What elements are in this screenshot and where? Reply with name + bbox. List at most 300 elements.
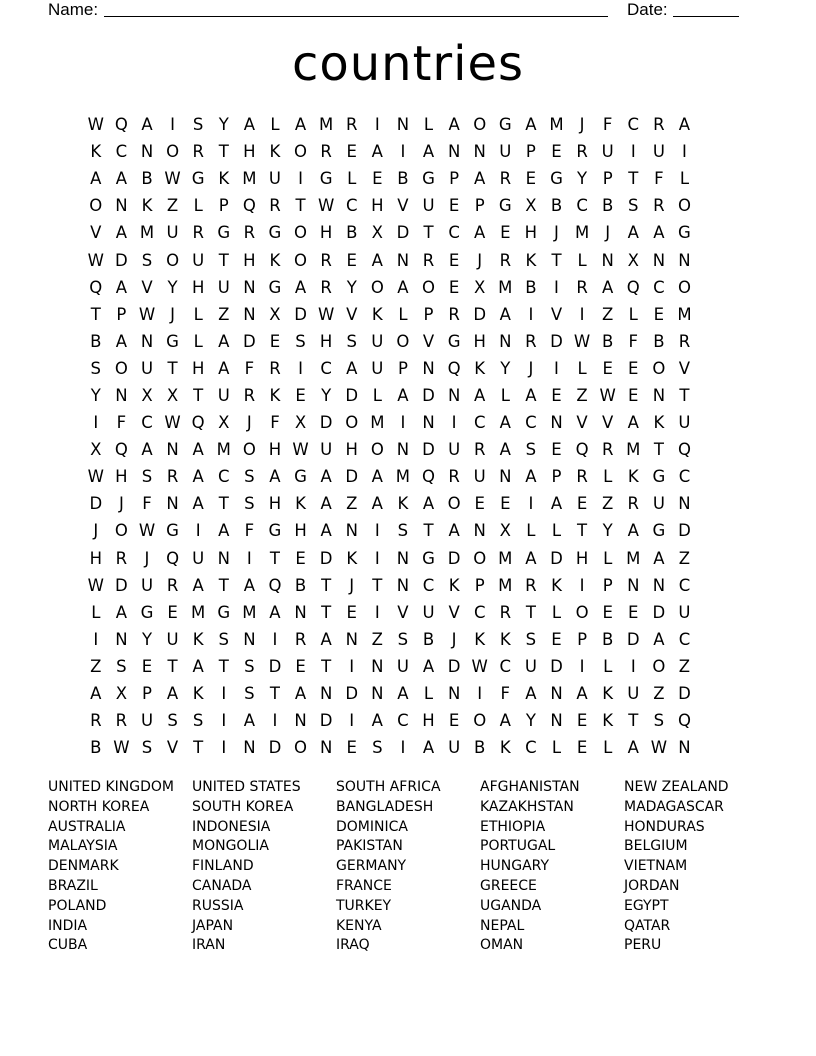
grid-cell: N — [115, 196, 128, 216]
grid-cell: U — [371, 358, 384, 378]
grid-cell: O — [294, 250, 308, 270]
word-item: POLAND — [48, 897, 107, 914]
grid-cell: A — [218, 358, 230, 378]
grid-cell: P — [525, 142, 536, 162]
grid-cell: Q — [422, 467, 436, 487]
grid-cell: S — [397, 629, 409, 649]
grid-cell: L — [577, 358, 587, 378]
grid-cell: N — [473, 142, 486, 162]
grid-cell: V — [141, 277, 153, 297]
grid-cell: K — [269, 142, 281, 162]
grid-cell: A — [320, 629, 332, 649]
grid-cell: F — [628, 331, 639, 351]
grid-cell: A — [192, 494, 204, 514]
grid-cell: O — [422, 277, 436, 297]
word-item: QATAR — [624, 917, 671, 934]
word-item: DOMINICA — [336, 818, 408, 835]
grid-cell: K — [602, 711, 614, 731]
grid-cell: B — [141, 169, 153, 189]
grid-cell: A — [448, 115, 460, 135]
grid-cell: A — [422, 738, 435, 758]
grid-cell: V — [576, 413, 588, 433]
grid-row — [83, 490, 697, 517]
grid-cell: O — [473, 548, 487, 568]
grid-cell: U — [422, 602, 435, 622]
grid-cell: K — [474, 358, 486, 378]
grid-cell: L — [577, 250, 587, 270]
grid-cell: D — [345, 467, 359, 487]
grid-cell: D — [550, 548, 563, 568]
grid-cell: K — [192, 629, 204, 649]
grid-cell: Q — [242, 196, 256, 216]
grid-cell: D — [294, 304, 307, 324]
grid-cell: C — [576, 196, 588, 216]
grid-row — [83, 626, 697, 653]
grid-cell: V — [166, 738, 179, 758]
grid-cell: D — [626, 629, 640, 649]
grid-cell: O — [294, 223, 308, 243]
grid-cell: W — [87, 250, 104, 270]
grid-cell: Z — [346, 494, 358, 514]
grid-cell: C — [525, 413, 537, 433]
grid-cell: Z — [371, 629, 383, 649]
grid-cell: L — [603, 467, 613, 487]
grid-cell: H — [268, 440, 282, 460]
grid-cell: A — [653, 223, 665, 243]
grid-cell: U — [627, 684, 640, 704]
grid-cell: R — [653, 196, 665, 216]
grid-cell: Z — [166, 196, 179, 216]
grid-cell: A — [627, 413, 639, 433]
grid-cell: E — [346, 142, 357, 162]
grid-cell: Y — [500, 358, 511, 378]
grid-cell: E — [628, 358, 639, 378]
grid-cell: P — [218, 196, 229, 216]
grid-cell: V — [550, 304, 563, 324]
grid-cell: E — [448, 250, 460, 270]
grid-cell: F — [654, 169, 664, 189]
grid-cell: N — [550, 413, 563, 433]
grid-cell: J — [246, 413, 252, 433]
grid-cell: R — [90, 711, 102, 731]
grid-cell: C — [678, 629, 691, 649]
grid-row — [83, 517, 697, 544]
grid-cell: T — [321, 656, 332, 676]
grid-cell: A — [218, 521, 230, 541]
grid-cell: S — [525, 629, 537, 649]
grid-cell: U — [448, 440, 461, 460]
page-title: countries — [291, 36, 525, 92]
word-item: PAKISTAN — [336, 838, 403, 855]
grid-cell: Y — [90, 385, 101, 405]
grid-cell: N — [345, 629, 358, 649]
grid-cell: J — [477, 250, 483, 270]
word-column — [48, 778, 192, 956]
grid-cell: B — [525, 277, 537, 297]
grid-cell: N — [422, 358, 435, 378]
grid-cell: E — [141, 656, 153, 676]
word-item: NORTH KOREA — [48, 798, 150, 815]
grid-cell: N — [396, 548, 410, 568]
grid-cell: A — [371, 467, 383, 487]
grid-cell: I — [93, 413, 99, 433]
grid-cell: K — [474, 629, 486, 649]
grid-cell: G — [319, 169, 333, 189]
grid-cell: F — [244, 521, 255, 541]
grid-cell: O — [114, 521, 128, 541]
grid-cell: T — [321, 602, 332, 622]
grid-cell: R — [243, 223, 256, 243]
grid-cell: N — [678, 738, 691, 758]
grid-cell: D — [345, 684, 359, 704]
grid-cell: J — [170, 304, 176, 324]
grid-cell: E — [576, 711, 588, 731]
grid-cell: Y — [525, 711, 536, 731]
word-item: NEW ZEALAND — [624, 779, 729, 795]
grid-cell: N — [652, 385, 666, 405]
grid-cell: G — [550, 169, 563, 189]
grid-cell: H — [243, 142, 256, 162]
grid-cell: C — [141, 413, 153, 433]
grid-cell: E — [474, 494, 485, 514]
grid-cell: G — [166, 331, 179, 351]
word-item: UGANDA — [480, 897, 542, 914]
grid-cell: T — [218, 575, 229, 595]
grid-cell: E — [500, 494, 511, 514]
grid-cell: O — [370, 440, 384, 460]
grid-cell: K — [192, 684, 204, 704]
grid-cell: L — [603, 656, 613, 676]
grid-cell: N — [473, 521, 486, 541]
grid-cell: N — [396, 115, 410, 135]
grid-cell: W — [573, 331, 591, 351]
word-item: MONGOLIA — [192, 838, 269, 855]
grid-cell: W — [164, 169, 181, 189]
grid-cell: A — [525, 467, 537, 487]
grid-cell: L — [500, 385, 510, 405]
grid-cell: U — [652, 494, 665, 514]
grid-cell: N — [294, 711, 307, 731]
grid-cell: L — [193, 331, 203, 351]
grid-cell: I — [579, 575, 585, 595]
grid-cell: N — [678, 494, 691, 514]
word-item: IRAQ — [336, 937, 370, 954]
grid-cell: G — [268, 521, 282, 541]
grid-cell: D — [447, 656, 461, 676]
grid-cell: K — [602, 684, 614, 704]
grid-cell: E — [269, 331, 281, 351]
grid-cell: R — [320, 277, 332, 297]
grid-cell: A — [192, 440, 204, 460]
grid-cell: L — [347, 169, 357, 189]
grid-cell: S — [90, 358, 102, 378]
grid-cell: K — [499, 629, 511, 649]
grid-cell: V — [678, 358, 691, 378]
grid-cell: R — [269, 196, 281, 216]
grid-cell: N — [550, 711, 563, 731]
grid-cell: E — [167, 602, 178, 622]
grid-cell: A — [397, 684, 409, 704]
grid-cell: K — [269, 385, 281, 405]
grid-cell: K — [371, 304, 383, 324]
grid-cell: Q — [575, 440, 589, 460]
grid-cell: G — [294, 467, 307, 487]
grid-cell: E — [551, 385, 562, 405]
grid-cell: A — [448, 521, 460, 541]
grid-cell: N — [140, 331, 154, 351]
grid-cell: V — [448, 602, 460, 622]
grid-cell: K — [448, 575, 460, 595]
grid-cell: S — [653, 711, 665, 731]
grid-cell: Q — [626, 277, 640, 297]
grid-cell: A — [269, 602, 281, 622]
grid-cell: R — [422, 250, 435, 270]
grid-cell: R — [627, 494, 639, 514]
word-item: TURKEY — [336, 897, 392, 914]
word-column — [192, 778, 336, 956]
grid-cell: H — [89, 548, 102, 568]
grid-cell: A — [576, 684, 588, 704]
grid-cell: S — [244, 494, 255, 514]
grid-row — [83, 274, 697, 301]
grid-cell: F — [270, 413, 280, 433]
grid-cell: D — [268, 656, 282, 676]
grid-cell: Y — [346, 277, 357, 297]
grid-cell: L — [398, 304, 408, 324]
grid-cell: M — [498, 548, 513, 568]
grid-cell: L — [372, 385, 382, 405]
grid-row — [83, 192, 697, 219]
grid-cell: L — [193, 196, 203, 216]
grid-cell: B — [422, 629, 435, 649]
name-blank-line — [104, 16, 608, 17]
grid-cell: L — [628, 304, 638, 324]
grid-cell: E — [576, 738, 588, 758]
grid-cell: G — [217, 602, 231, 622]
grid-cell: Z — [602, 494, 614, 514]
grid-cell: H — [243, 250, 256, 270]
grid-cell: K — [397, 494, 409, 514]
grid-cell: D — [422, 385, 435, 405]
grid-cell: L — [423, 115, 434, 135]
grid-cell: N — [115, 629, 128, 649]
grid-cell: Q — [677, 711, 691, 731]
grid-cell: J — [451, 629, 457, 649]
letter-grid — [83, 111, 697, 761]
grid-cell: U — [192, 548, 205, 568]
grid-cell: N — [447, 684, 461, 704]
grid-cell: I — [400, 142, 406, 162]
grid-cell: N — [243, 738, 256, 758]
grid-cell: A — [499, 440, 511, 460]
grid-cell: S — [244, 467, 255, 487]
grid-cell: I — [298, 358, 303, 378]
grid-cell: I — [298, 169, 303, 189]
grid-cell: R — [576, 142, 588, 162]
grid-cell: A — [678, 115, 691, 135]
grid-cell: W — [87, 467, 104, 487]
grid-cell: R — [473, 440, 486, 460]
word-item: ETHIOPIA — [480, 818, 546, 835]
grid-cell: H — [319, 331, 333, 351]
grid-cell: A — [243, 711, 255, 731]
grid-cell: A — [141, 115, 153, 135]
word-item: NEPAL — [480, 917, 525, 934]
grid-cell: B — [653, 331, 665, 351]
grid-cell: I — [451, 413, 457, 433]
grid-cell: D — [678, 684, 691, 704]
grid-cell: I — [528, 494, 534, 514]
grid-cell: A — [166, 684, 179, 704]
grid-cell: Y — [602, 521, 613, 541]
grid-cell: M — [242, 169, 257, 189]
grid-cell: I — [554, 358, 559, 378]
grid-cell: L — [551, 521, 562, 541]
grid-cell: Z — [218, 304, 230, 324]
grid-cell: I — [374, 548, 380, 568]
grid-cell: J — [144, 548, 150, 568]
grid-cell: H — [371, 196, 384, 216]
grid-cell: A — [90, 684, 102, 704]
grid-cell: G — [140, 602, 154, 622]
grid-cell: T — [628, 169, 639, 189]
grid-cell: B — [602, 196, 614, 216]
grid-cell: N — [319, 684, 333, 704]
grid-cell: H — [473, 331, 486, 351]
grid-cell: L — [270, 115, 280, 135]
grid-cell: X — [371, 223, 383, 243]
grid-row — [83, 328, 697, 355]
grid-cell: M — [549, 115, 564, 135]
grid-cell: T — [423, 223, 434, 243]
grid-row — [83, 409, 697, 436]
grid-cell: C — [345, 196, 358, 216]
grid-cell: T — [193, 738, 204, 758]
grid-cell: A — [141, 440, 153, 460]
grid-cell: I — [374, 602, 380, 622]
grid-cell: P — [577, 629, 588, 649]
grid-cell: T — [679, 385, 690, 405]
grid-cell: A — [602, 277, 614, 297]
grid-cell: F — [142, 494, 152, 514]
grid-cell: N — [140, 142, 154, 162]
grid-cell: R — [448, 304, 460, 324]
grid-cell: A — [422, 656, 435, 676]
grid-cell: H — [268, 494, 282, 514]
grid-cell: N — [243, 304, 256, 324]
grid-cell: B — [397, 169, 409, 189]
word-item: IRAN — [192, 937, 226, 954]
grid-cell: J — [118, 494, 124, 514]
grid-cell: I — [400, 738, 406, 758]
grid-cell: R — [192, 142, 204, 162]
grid-cell: E — [602, 358, 613, 378]
grid-cell: A — [115, 602, 128, 622]
grid-cell: M — [242, 602, 257, 622]
grid-row — [83, 707, 697, 734]
grid-cell: H — [294, 521, 307, 541]
grid-cell: A — [525, 385, 537, 405]
grid-cell: N — [601, 250, 614, 270]
grid-cell: F — [602, 115, 613, 135]
grid-cell: S — [397, 521, 409, 541]
grid-row — [83, 219, 697, 246]
grid-cell: A — [397, 277, 409, 297]
grid-cell: E — [448, 277, 460, 297]
grid-cell: C — [115, 142, 128, 162]
name-label: Name: — [48, 0, 99, 19]
grid-cell: O — [114, 358, 128, 378]
grid-cell: W — [292, 440, 309, 460]
grid-cell: A — [474, 223, 486, 243]
grid-cell: U — [140, 711, 154, 731]
grid-row — [83, 653, 697, 680]
grid-cell: E — [500, 223, 511, 243]
grid-cell: E — [551, 629, 562, 649]
grid-cell: P — [423, 304, 434, 324]
grid-cell: R — [525, 331, 537, 351]
grid-cell: Q — [89, 277, 103, 297]
grid-cell: I — [400, 413, 406, 433]
grid-cell: A — [115, 169, 128, 189]
grid-cell: O — [396, 331, 410, 351]
grid-cell: O — [473, 115, 487, 135]
grid-cell: E — [653, 304, 665, 324]
grid-cell: G — [678, 223, 691, 243]
grid-cell: J — [579, 115, 585, 135]
grid-cell: I — [272, 711, 278, 731]
grid-cell: W — [87, 575, 104, 595]
grid-cell: Q — [677, 440, 691, 460]
grid-cell: Z — [678, 656, 691, 676]
grid-cell: A — [90, 169, 102, 189]
grid-cell: H — [422, 711, 435, 731]
grid-cell: O — [473, 711, 487, 731]
grid-cell: L — [551, 738, 562, 758]
grid-cell: A — [499, 413, 511, 433]
grid-cell: Q — [191, 413, 205, 433]
grid-cell: R — [576, 467, 588, 487]
grid-cell: H — [319, 223, 333, 243]
grid-cell: I — [554, 277, 559, 297]
grid-cell: I — [630, 142, 636, 162]
grid-cell: K — [653, 413, 665, 433]
grid-cell: I — [579, 656, 585, 676]
grid-cell: E — [295, 656, 306, 676]
grid-cell: I — [477, 684, 483, 704]
grid-cell: B — [602, 331, 614, 351]
grid-cell: B — [90, 738, 102, 758]
grid-cell: C — [473, 413, 486, 433]
grid-cell: W — [87, 115, 104, 135]
grid-cell: C — [218, 467, 230, 487]
grid-cell: N — [371, 684, 384, 704]
grid-cell: H — [345, 440, 358, 460]
grid-cell: M — [574, 223, 590, 243]
grid-cell: R — [346, 115, 358, 135]
grid-cell: A — [371, 494, 383, 514]
grid-cell: J — [349, 575, 355, 595]
grid-cell: A — [371, 250, 383, 270]
grid-cell: C — [473, 602, 486, 622]
grid-cell: R — [499, 250, 512, 270]
grid-cell: U — [678, 413, 691, 433]
grid-cell: T — [577, 521, 588, 541]
grid-cell: O — [166, 142, 180, 162]
grid-cell: T — [167, 358, 178, 378]
grid-cell: A — [243, 115, 255, 135]
grid-cell: L — [193, 304, 203, 324]
